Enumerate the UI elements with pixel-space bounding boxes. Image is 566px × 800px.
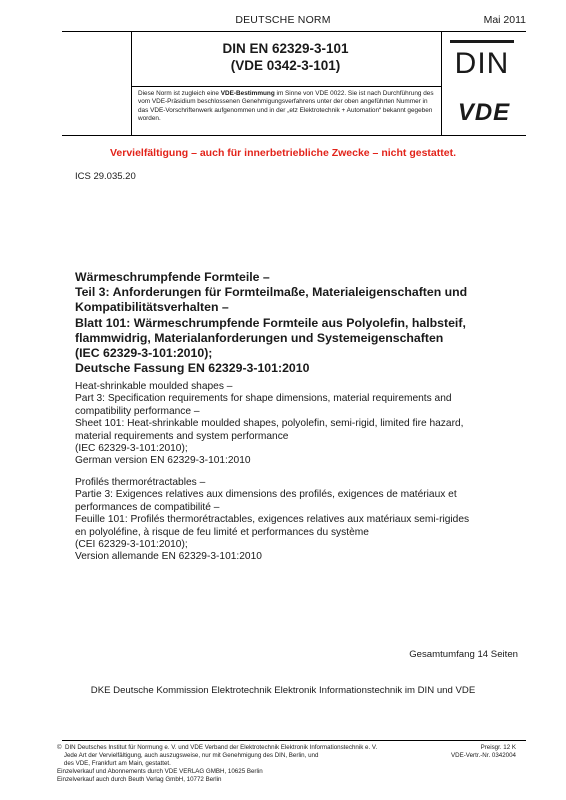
english-title-line: material requirements and system performance [75, 430, 289, 442]
english-title-line: (IEC 62329-3-101:2010); [75, 443, 188, 455]
vde-notice-bold: VDE-Bestimmung [220, 90, 275, 97]
german-title-line: Teil 3: Anforderungen für Formteilmaße, Materialeigenschaften und [75, 285, 468, 300]
german-title-line: Wärmeschrumpfende Formteile – [75, 270, 270, 284]
german-title-line: Deutsche Fassung EN 62329-3-101:2010 [75, 361, 310, 376]
vde-order-number: VDE-Vertr.-Nr. 0342004 [451, 752, 516, 759]
vde-logo-text: VDE [457, 99, 511, 125]
english-title-line: German version EN 62329-3-101:2010 [75, 455, 251, 467]
german-title-line: (IEC 62329-3-101:2010); [75, 346, 213, 361]
reproduction-notice: Vervielfältigung – auch für innerbetriebliche Zwecke – nicht gestattet. [109, 147, 456, 159]
price-block [451, 744, 516, 760]
din-logo [450, 40, 514, 80]
price-group: Preisgr. 12 K [480, 744, 516, 751]
vde-notice-pre: Diese Norm ist zugleich eine [138, 90, 221, 97]
publication-date: Mai 2011 [483, 14, 526, 26]
french-title-line: Feuille 101: Profilés thermorétractables, exigences relatives aux matériaux semi-rigides [75, 514, 470, 526]
french-title-line: Profilés thermorétractables – [75, 477, 206, 488]
sales-line: Einzelverkauf auch durch Beuth Verlag GmbH, 10772 Berlin [57, 776, 222, 783]
document-type-label: DEUTSCHE NORM [235, 14, 331, 26]
footer-rule [62, 740, 526, 741]
sales-line: Einzelverkauf und Abonnements durch VDE VERLAG GMBH, 10625 Berlin [57, 768, 263, 775]
standard-number: DIN EN 62329-3-101 [222, 41, 349, 56]
din-logo-text: DIN [454, 47, 510, 80]
english-title-line: Part 3: Specification requirements for shape dimensions, material requirements and [75, 393, 452, 405]
french-title-line: en polyoléfine, à risque de feu limité et performances du système [75, 526, 369, 538]
vde-notice [138, 90, 434, 124]
french-title-line: Partie 3: Exigences relatives aux dimensions des profilés, exigences de matériaux et [75, 489, 457, 501]
french-title [75, 477, 535, 564]
german-title [75, 270, 525, 376]
vde-logo [450, 97, 518, 125]
vde-notice-post: im Sinne von VDE 0022. Sie ist nach Durchführung des vom VDE-Präsidium beschlossenen Genehmigungsverfahrens unter der oben angeführten Nummer in das VDE-Vorschriftenwerk aufgenommen und in der „etz Elektrotechnik + Automation“ bekannt gegeben worden. [138, 90, 434, 123]
french-title-line: (CEI 62329-3-101:2010); [75, 539, 188, 551]
english-title-line: Heat-shrinkable moulded shapes – [75, 381, 233, 392]
french-title-line: Version allemande EN 62329-3-101:2010 [75, 551, 262, 563]
english-title [75, 381, 525, 468]
german-title-line: Kompatibilitätsverhalten – [75, 300, 229, 315]
french-title-line: performances de compatibilité – [75, 501, 220, 513]
total-pages: Gesamtumfang 14 Seiten [409, 649, 518, 660]
german-title-line: Blatt 101: Wärmeschrumpfende Formteile aus Polyolefin, halbsteif, [75, 315, 466, 330]
english-title-line: Sheet 101: Heat-shrinkable moulded shapes, polyolefin, semi-rigid, limited fire hazard, [75, 418, 464, 430]
ics-code: ICS 29.035.20 [75, 171, 136, 182]
notice-rule [62, 135, 526, 136]
copyright-line: © DIN Deutsches Institut für Normung e. V. und VDE Verband der Elektrotechnik Elektronik Informationstechnik e. V. [57, 744, 378, 751]
copyright-line: Jede Art der Vervielfältigung, auch auszugsweise, nur mit Genehmigung des DIN, Berlin, und [57, 752, 319, 759]
german-title-line: flammwidrig, Materialanforderungen und Systemeigenschaften [75, 330, 444, 345]
dke-committee: DKE Deutsche Kommission Elektrotechnik Elektronik Informationstechnik im DIN und VDE [90, 685, 476, 696]
english-title-line: compatibility performance – [75, 405, 200, 417]
copyright-block [57, 744, 437, 784]
copyright-line: des VDE, Frankfurt am Main, gestattet. [57, 760, 171, 767]
vde-number: (VDE 0342-3-101) [230, 58, 341, 73]
